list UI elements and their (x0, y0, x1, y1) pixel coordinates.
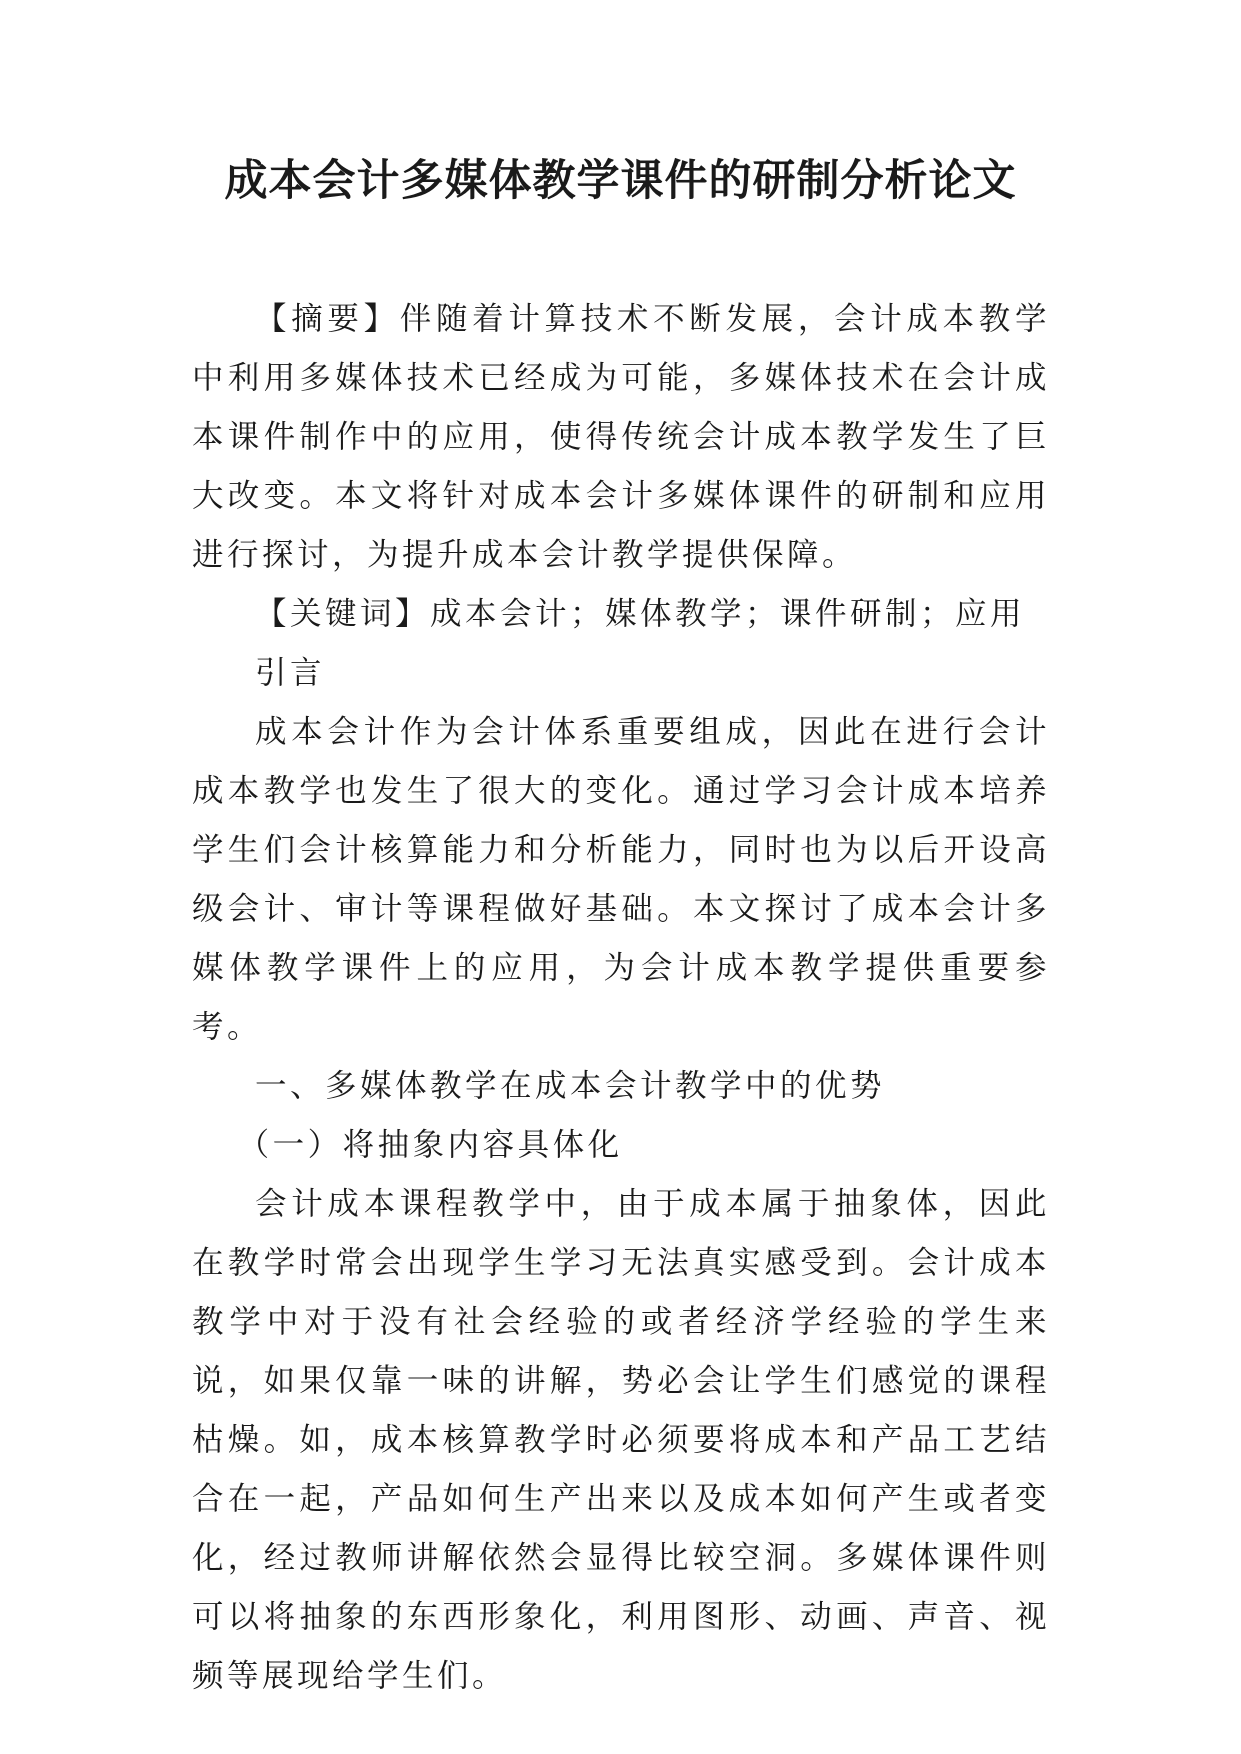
subsection-paragraph: 会计成本课程教学中，由于成本属于抽象体，因此在教学时常会出现学生学习无法真实感受到。会计成本教学中对于没有社会经验的或者经济学经验的学生来说，如果仅靠一味的讲解，势必会让学生们感觉的课程枯燥。如，成本核算教学时必须要将成本和产品工艺结合在一起，产品如何生产出来以及成本如何产生或者变化，经过教师讲解依然会显得比较空洞。多媒体课件则可以将抽象的东西形象化，利用图形、动画、声音、视频等展现给学生们。 (192, 1186, 1050, 1694)
intro-paragraph: 成本会计作为会计体系重要组成，因此在进行会计成本教学也发生了很大的变化。通过学习会计成本培养学生们会计核算能力和分析能力，同时也为以后开设高级会计、审计等课程做好基础。本文探讨了成本会计多媒体教学课件上的应用，为会计成本教学提供重要参考。 (192, 714, 1050, 1045)
document-title: 成本会计多媒体教学课件的研制分析论文 (224, 156, 1017, 206)
intro-heading: 引言 (255, 655, 326, 691)
document-body (192, 290, 1050, 1706)
subsection-heading: （一）将抽象内容具体化 (237, 1127, 623, 1163)
abstract-paragraph: 【摘要】伴随着计算技术不断发展，会计成本教学中利用多媒体技术已经成为可能，多媒体技术在会计成本课件制作中的应用，使得传统会计成本教学发生了巨大改变。本文将针对成本会计多媒体课件的研制和应用进行探讨，为提升成本会计教学提供保障。 (192, 301, 1050, 573)
section-heading: 一、多媒体教学在成本会计教学中的优势 (255, 1068, 886, 1104)
keywords-line: 【关键词】成本会计；媒体教学；课件研制；应用 (255, 596, 1026, 632)
